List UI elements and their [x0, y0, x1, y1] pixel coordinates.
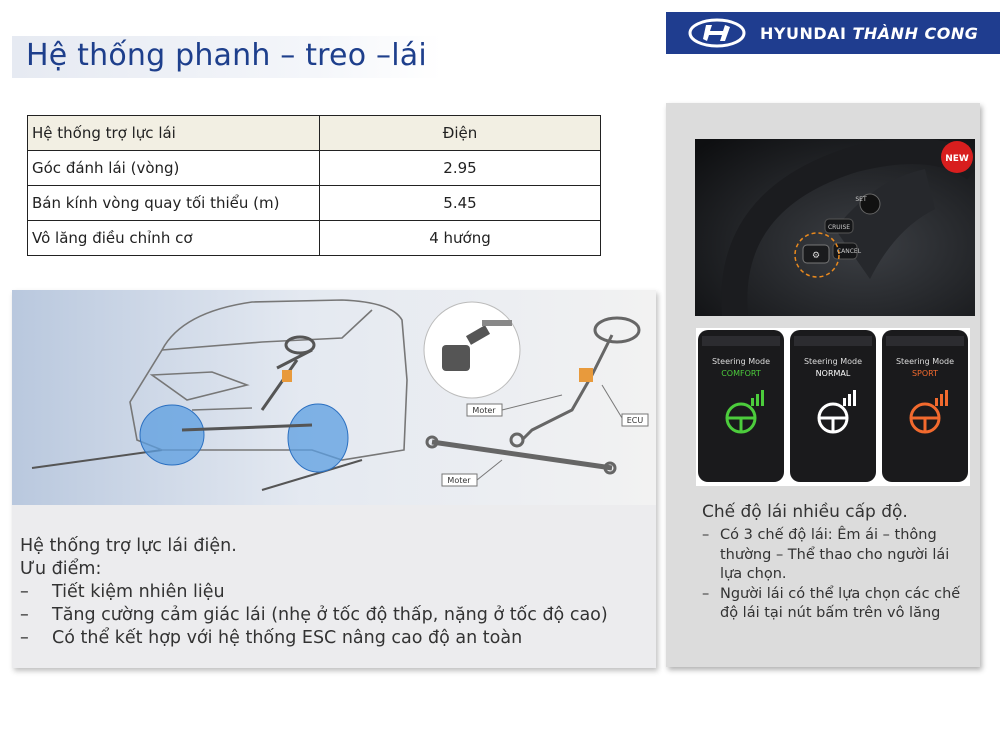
cruise-button: CRUISE — [827, 224, 851, 231]
svg-text:NEW: NEW — [945, 154, 969, 164]
spec-value: Điện — [320, 116, 601, 151]
front-right-wheel — [288, 404, 348, 472]
svg-text:NORMAL: NORMAL — [815, 369, 851, 378]
motor-zoom-circle — [424, 302, 520, 398]
brand-logo — [666, 12, 1000, 54]
ecu-label: ECU — [626, 416, 644, 425]
front-left-wheel — [140, 405, 204, 465]
advantages-heading: Hệ thống trợ lực lái điện. — [20, 536, 237, 556]
spec-label: Góc đánh lái (vòng) — [28, 151, 320, 186]
list-item: – Tiết kiệm nhiên liệu — [20, 582, 225, 602]
motor-label-bottom: Moter — [447, 476, 471, 485]
steering-mode-heading: Chế độ lái nhiều cấp độ. — [702, 502, 908, 522]
page-title: Hệ thống phanh – treo –lái — [26, 38, 427, 73]
spec-value: 2.95 — [320, 151, 601, 186]
cancel-button: CANCEL — [836, 248, 862, 255]
spec-value: 4 hướng — [320, 221, 601, 256]
svg-text:Steering Mode: Steering Mode — [711, 357, 771, 366]
spec-label: Hệ thống trợ lực lái — [28, 116, 320, 151]
list-item: – Có thể kết hợp với hệ thống ESC nâng cao độ an toàn — [20, 628, 523, 648]
svg-text:SPORT: SPORT — [911, 369, 939, 378]
mode-screen-sport — [882, 330, 968, 482]
diagram-background — [12, 290, 656, 505]
hyundai-emblem-icon — [688, 18, 746, 48]
list-item: – Có 3 chế độ lái: Êm ái – thông thường – Thể thao cho người lái lựa chọn. — [702, 527, 950, 582]
steering-mode-text — [702, 502, 972, 624]
table-row — [28, 151, 601, 186]
steering-mode-button-icon: ⚙ — [811, 251, 821, 261]
advantages-subheading: Ưu điểm: — [20, 559, 102, 579]
set-button: SET — [855, 196, 867, 203]
spec-label: Bán kính vòng quay tối thiểu (m) — [28, 186, 320, 221]
advantages-text — [20, 535, 608, 650]
motor-label-top: Moter — [472, 406, 496, 415]
spec-label: Vô lăng điều chỉnh cơ — [28, 221, 320, 256]
steering-system-diagram — [12, 290, 656, 505]
mode-screen-normal — [790, 330, 876, 482]
spec-table — [27, 115, 601, 256]
steering-mode-screens — [696, 328, 970, 486]
list-item: – Tăng cường cảm giác lái (nhẹ ở tốc độ thấp, nặng ở tốc độ cao) — [20, 605, 608, 625]
svg-text:COMFORT: COMFORT — [721, 369, 761, 378]
spec-value: 5.45 — [320, 186, 601, 221]
svg-text:Steering Mode: Steering Mode — [895, 357, 955, 366]
table-row — [28, 116, 601, 151]
mode-screen-comfort — [698, 330, 784, 482]
svg-text:Steering Mode: Steering Mode — [803, 357, 863, 366]
steering-wheel-photo — [695, 139, 975, 316]
table-row — [28, 221, 601, 256]
list-item: – Người lái có thể lựa chọn các chế độ lái tại nút bấm trên vô lăng — [702, 585, 961, 621]
table-row — [28, 186, 601, 221]
brand-name: HYUNDAI THÀNH CONG — [760, 23, 979, 43]
